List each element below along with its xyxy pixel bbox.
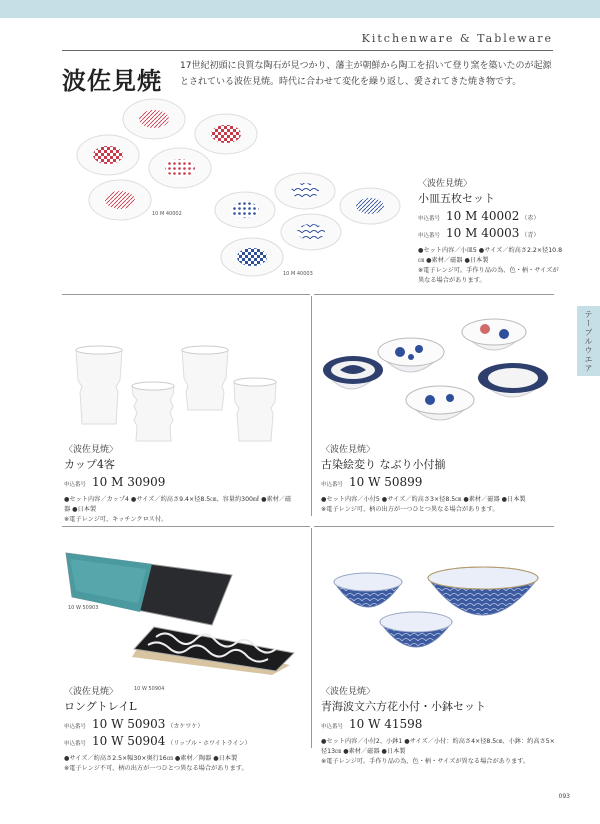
spec-note: ※電子レンジ不可、柄の出方が一つひとつ異なる場合があります。 xyxy=(64,765,248,772)
side-index-label: テーブルウエア xyxy=(584,309,593,373)
header-rule xyxy=(62,50,553,51)
product-info-small-bowls xyxy=(321,442,553,515)
spec-note: ※電子レンジ可、キッチンクロス付。 xyxy=(64,516,168,523)
product-name: 小皿五枚セット xyxy=(418,192,495,205)
spec-text: ●セット内容／カップ4 ●サイズ／約高さ9.4×径8.5㎝、容量約300㎖ ●素材／磁器 ●日本製 xyxy=(64,496,292,513)
order-number: 10 W 41598 xyxy=(349,717,423,731)
product-spec xyxy=(321,737,555,767)
order-number: 10 W 50899 xyxy=(349,475,423,489)
section-divider xyxy=(62,294,310,295)
section-divider xyxy=(314,526,554,527)
order-variant: （赤） xyxy=(521,215,540,222)
order-row xyxy=(321,475,553,489)
bowl-small xyxy=(334,573,402,607)
order-label: 申込番号 xyxy=(418,233,441,239)
page-title: 波佐見焼 xyxy=(62,66,162,95)
bowl xyxy=(478,363,548,397)
page-number: 093 xyxy=(558,793,570,800)
bowl xyxy=(323,356,383,389)
series-label: 〈波佐見焼〉 xyxy=(64,687,119,697)
spec-note: ※電子レンジ可。手作り品の為、色・柄・サイズが異なる場合があります。 xyxy=(321,758,530,765)
product-info-small-plates xyxy=(418,176,564,286)
order-number: 10 M 40003 xyxy=(446,226,520,240)
spec-text: ●セット内容／小皿5 ●サイズ／約高さ2.2×径10.8㎝ ●素材／磁器 ●日本製 xyxy=(418,247,563,264)
bowl xyxy=(406,386,474,420)
product-name: カップ4客 xyxy=(64,458,115,471)
order-row xyxy=(64,717,296,731)
category-heading: Kitchenware & Tableware xyxy=(361,32,553,45)
series-label: 〈波佐見焼〉 xyxy=(321,687,376,697)
product-info-cups xyxy=(64,442,296,525)
order-label: 申込番号 xyxy=(321,482,344,488)
section-divider xyxy=(62,526,310,527)
cups-image xyxy=(70,340,290,445)
series-label: 〈波佐見焼〉 xyxy=(64,445,119,455)
spec-text: ●セット内容／小付5 ●サイズ／約高さ3×径8.5㎝ ●素材／磁器 ●日本製 xyxy=(321,496,526,503)
top-color-band xyxy=(0,0,600,18)
cup xyxy=(182,346,228,410)
image-code-label: 10 W 50904 xyxy=(134,686,165,692)
series-label: 〈波佐見焼〉 xyxy=(418,179,473,189)
image-code-label: 10 M 40003 xyxy=(283,271,313,277)
product-name: 青海波文六方花小付・小鉢セット xyxy=(321,700,486,713)
column-divider xyxy=(311,296,312,516)
blue-plate-set xyxy=(215,173,400,276)
bowl xyxy=(378,338,444,372)
series-label: 〈波佐見焼〉 xyxy=(321,445,376,455)
order-row xyxy=(321,717,555,731)
bowl xyxy=(462,319,526,350)
column-divider xyxy=(311,528,312,748)
order-number: 10 W 50904 xyxy=(92,734,166,748)
cup xyxy=(76,346,122,424)
spec-text: ●セット内容／小付2、小鉢1 ●サイズ／小付：約高さ4×径8.5㎝、小鉢：約高さ5×径13㎝ ●素材／磁器 ●日本製 xyxy=(321,738,555,755)
order-variant: （青） xyxy=(521,232,540,239)
order-label: 申込番号 xyxy=(321,724,344,730)
bowl-large xyxy=(428,567,538,615)
spec-text: ●サイズ／約高さ2.5×幅30×奥行16㎝ ●素材／陶器 ●日本製 xyxy=(64,755,238,762)
order-number: 10 W 50903 xyxy=(92,717,166,731)
cup xyxy=(234,378,276,441)
image-code-label: 10 W 50903 xyxy=(68,605,99,611)
order-row xyxy=(64,475,296,489)
section-divider xyxy=(314,294,554,295)
order-label: 申込番号 xyxy=(418,216,441,222)
order-row xyxy=(64,734,296,748)
spec-note: ※電子レンジ可。手作り品の為、色・柄・サイズが異なる場合があります。 xyxy=(418,267,559,284)
order-variant: （カケワケ） xyxy=(167,723,204,730)
spec-note: ※電子レンジ可、柄の出方が一つひとつ異なる場合があります。 xyxy=(321,506,499,513)
order-label: 申込番号 xyxy=(64,724,87,730)
order-label: 申込番号 xyxy=(64,741,87,747)
product-spec xyxy=(64,495,296,525)
small-bowls-image xyxy=(318,312,558,440)
product-info-long-tray xyxy=(64,684,296,774)
order-label: 申込番号 xyxy=(64,482,87,488)
intro-text: 17世紀初頭に良質な陶石が見つかり、藩主が朝鮮から陶工を招いて登り窯を築いたのが起源とされている波佐見焼。時代に合わせて変化を繰り返し、愛されてきた焼き物です。 xyxy=(180,61,552,87)
product-name: ロングトレイL xyxy=(64,700,137,713)
product-spec xyxy=(64,754,296,774)
tray-ripple xyxy=(132,627,294,675)
product-spec xyxy=(418,246,564,286)
image-code-label: 10 M 40002 xyxy=(152,211,182,217)
cup xyxy=(132,382,174,441)
product-info-seigaiha xyxy=(321,684,555,767)
product-name: 古染絵変り なぶり小付揃 xyxy=(321,458,446,471)
order-number: 10 M 30909 xyxy=(92,475,166,489)
order-row xyxy=(418,226,564,240)
order-variant: （リップル・ホワイトライン） xyxy=(167,740,251,747)
seigaiha-bowls-image xyxy=(330,566,554,676)
bowl-small xyxy=(380,612,452,647)
product-spec xyxy=(321,495,553,515)
small-plates-image xyxy=(62,96,412,282)
side-index-tab[interactable] xyxy=(577,306,600,376)
tray-kakewake xyxy=(66,553,232,625)
order-number: 10 M 40002 xyxy=(446,209,520,223)
order-row xyxy=(418,209,564,223)
